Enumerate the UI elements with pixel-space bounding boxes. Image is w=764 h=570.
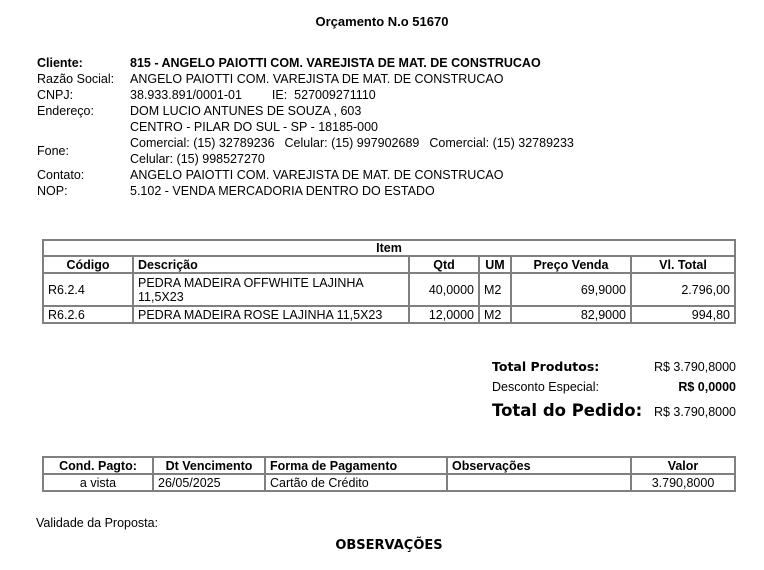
contato-value: ANGELO PAIOTTI COM. VAREJISTA DE MAT. DE CONSTRUCAO [130, 168, 504, 182]
table-row [43, 474, 735, 491]
observacoes-title: OBSERVAÇÕES [335, 538, 443, 553]
col-um: UM [479, 256, 511, 273]
cnpj-label: CNPJ: [37, 88, 74, 102]
col-dt-vencimento: Dt Vencimento [153, 457, 265, 474]
col-forma-pagamento: Forma de Pagamento [265, 457, 447, 474]
ie-value: 527009271110 [294, 88, 376, 102]
total-pedido-label: Total do Pedido: [492, 401, 643, 420]
totals-section [492, 356, 736, 424]
document-title: Orçamento N.o 51670 [315, 14, 449, 29]
desconto-row [492, 377, 736, 398]
items-table [42, 239, 736, 324]
payment-header-row [43, 457, 735, 474]
items-group-header: Item [43, 240, 735, 256]
item-codigo: R6.2.4 [43, 273, 133, 306]
razao-social-value: ANGELO PAIOTTI COM. VAREJISTA DE MAT. DE CONSTRUCAO [130, 72, 504, 86]
pay-valor: 3.790,8000 [631, 474, 735, 491]
client-info [37, 55, 574, 199]
pay-vencimento: 26/05/2025 [153, 474, 265, 491]
table-row [43, 306, 735, 323]
total-pedido-row [492, 398, 736, 424]
total-produtos-row [492, 356, 736, 377]
nop-label: NOP: [37, 184, 68, 198]
client-value: 815 - ANGELO PAIOTTI COM. VAREJISTA DE MAT. DE CONSTRUCAO [130, 56, 541, 70]
endereco-label: Endereço: [37, 104, 94, 118]
endereco-line2: CENTRO - PILAR DO SUL - SP - 18185-000 [130, 120, 379, 134]
cnpj-value: 38.933.891/0001-01 [130, 88, 242, 102]
desconto-value: R$ 0,0000 [678, 380, 736, 394]
col-descricao: Descrição [133, 256, 409, 273]
razao-social-label: Razão Social: [37, 72, 115, 86]
contato-row [37, 167, 574, 183]
item-preco: 82,9000 [511, 306, 631, 323]
item-um: M2 [479, 306, 511, 323]
contato-label: Contato: [37, 168, 85, 182]
nop-row [37, 183, 574, 199]
item-qtd: 40,0000 [409, 273, 479, 306]
item-descricao: PEDRA MADEIRA ROSE LAJINHA 11,5X23 [133, 306, 409, 323]
total-produtos-label: Total Produtos: [492, 359, 600, 374]
client-label: Cliente: [37, 56, 83, 70]
item-descricao: PEDRA MADEIRA OFFWHITE LAJINHA 11,5X23 [133, 273, 409, 306]
desconto-label: Desconto Especial: [492, 380, 600, 394]
phone-3: Comercial: (15) 32789233 [429, 136, 574, 150]
item-codigo: R6.2.6 [43, 306, 133, 323]
phone-2: Celular: (15) 997902689 [284, 136, 420, 150]
col-observacoes: Observações [447, 457, 631, 474]
client-row [37, 55, 574, 71]
item-total: 994,80 [631, 306, 735, 323]
pay-obs [447, 474, 631, 491]
item-qtd: 12,0000 [409, 306, 479, 323]
endereco-line1: DOM LUCIO ANTUNES DE SOUZA , 603 [130, 104, 362, 118]
pay-forma: Cartão de Crédito [265, 474, 447, 491]
ie-label: IE: [271, 88, 288, 102]
total-produtos-value: R$ 3.790,8000 [653, 360, 736, 374]
col-preco: Preço Venda [511, 256, 631, 273]
table-row [43, 273, 735, 306]
col-codigo: Código [43, 256, 133, 273]
total-pedido-value: R$ 3.790,8000 [653, 405, 736, 419]
phone-4: Celular: (15) 998527270 [130, 152, 265, 166]
pay-cond: a vista [43, 474, 153, 491]
payment-table [42, 456, 736, 492]
nop-value: 5.102 - VENDA MERCADORIA DENTRO DO ESTADO [130, 184, 435, 198]
validade-label: Validade da Proposta: [36, 516, 159, 530]
cnpj-row [37, 87, 574, 103]
endereco-row-2 [37, 119, 574, 135]
items-header-row [43, 256, 735, 273]
fone-row [37, 135, 574, 167]
fone-label: Fone: [37, 144, 69, 158]
item-preco: 69,9000 [511, 273, 631, 306]
col-valor: Valor [631, 457, 735, 474]
phone-1: Comercial: (15) 32789236 [130, 136, 275, 150]
item-um: M2 [479, 273, 511, 306]
item-total: 2.796,00 [631, 273, 735, 306]
col-qtd: Qtd [409, 256, 479, 273]
col-cond-pagto: Cond. Pagto: [43, 457, 153, 474]
razao-social-row [37, 71, 574, 87]
endereco-row [37, 103, 574, 119]
col-total: Vl. Total [631, 256, 735, 273]
